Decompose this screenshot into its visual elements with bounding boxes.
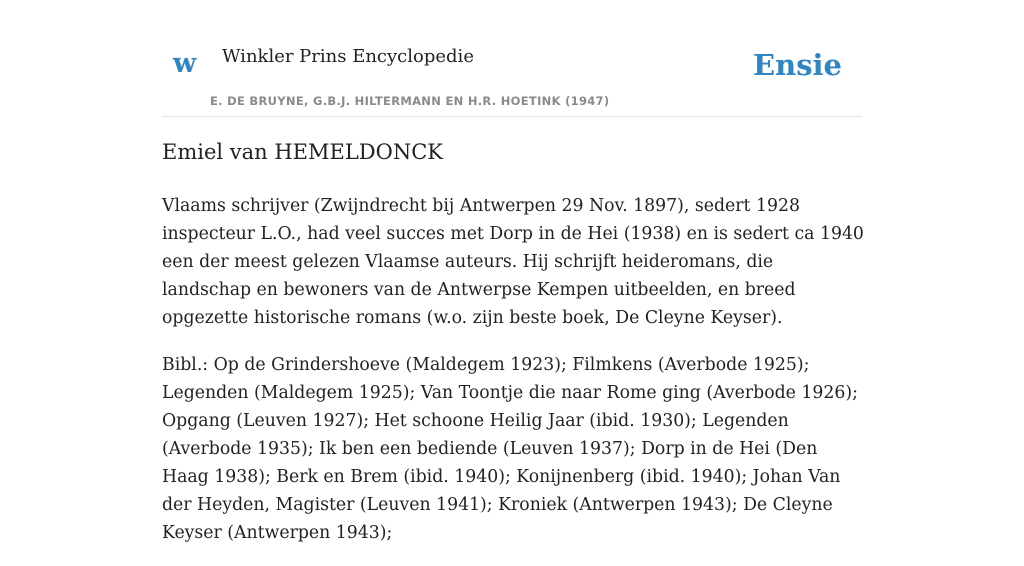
- site-header: [162, 0, 862, 117]
- book-authors: E. DE BRUYNE, G.B.J. HILTERMANN EN H.R. HOETINK (1947): [210, 94, 610, 108]
- book-title[interactable]: Winkler Prins Encyclopedie: [222, 46, 474, 67]
- article-paragraph-bibliography: Bibl.: Op de Grindershoeve (Maldegem 1923); Filmkens (Averbode 1925); Legenden (Maldegem 1925); Van Toontje die naar Rome ging (Averbode 1926); Opgang (Leuven 1927); Het schoone Heilig Jaar (ibid. 1930); Legenden (Averbode 1935); Ik ben een bediende (Leuven 1937); Dorp in de Hei (Den Haag 1938); Berk en Brem (ibid. 1940); Konijnenberg (ibid. 1940); Johan Van der Heyden, Magister (Leuven 1941); Kroniek (Antwerpen 1943); De Cleyne Keyser (Antwerpen 1943);: [162, 355, 858, 543]
- encyclopedia-logo[interactable]: w: [173, 48, 197, 79]
- article-paragraph-description: Vlaams schrijver (Zwijndrecht bij Antwerpen 29 Nov. 1897), sedert 1928 inspecteur L.O., had veel succes met Dorp in de Hei (1938) en is sedert ca 1940 een der meest gelezen Vlaamse auteurs. Hij schrijft heideromans, die landschap en bewoners van de Antwerpse Kempen uitbeelden, en breed opgezette historische romans (w.o. zijn beste boek, De Cleyne Keyser).: [162, 196, 864, 328]
- article-body: [162, 192, 866, 566]
- site-brand-logo[interactable]: Ensie: [753, 48, 842, 82]
- article-title: Emiel van HEMELDONCK: [162, 140, 443, 164]
